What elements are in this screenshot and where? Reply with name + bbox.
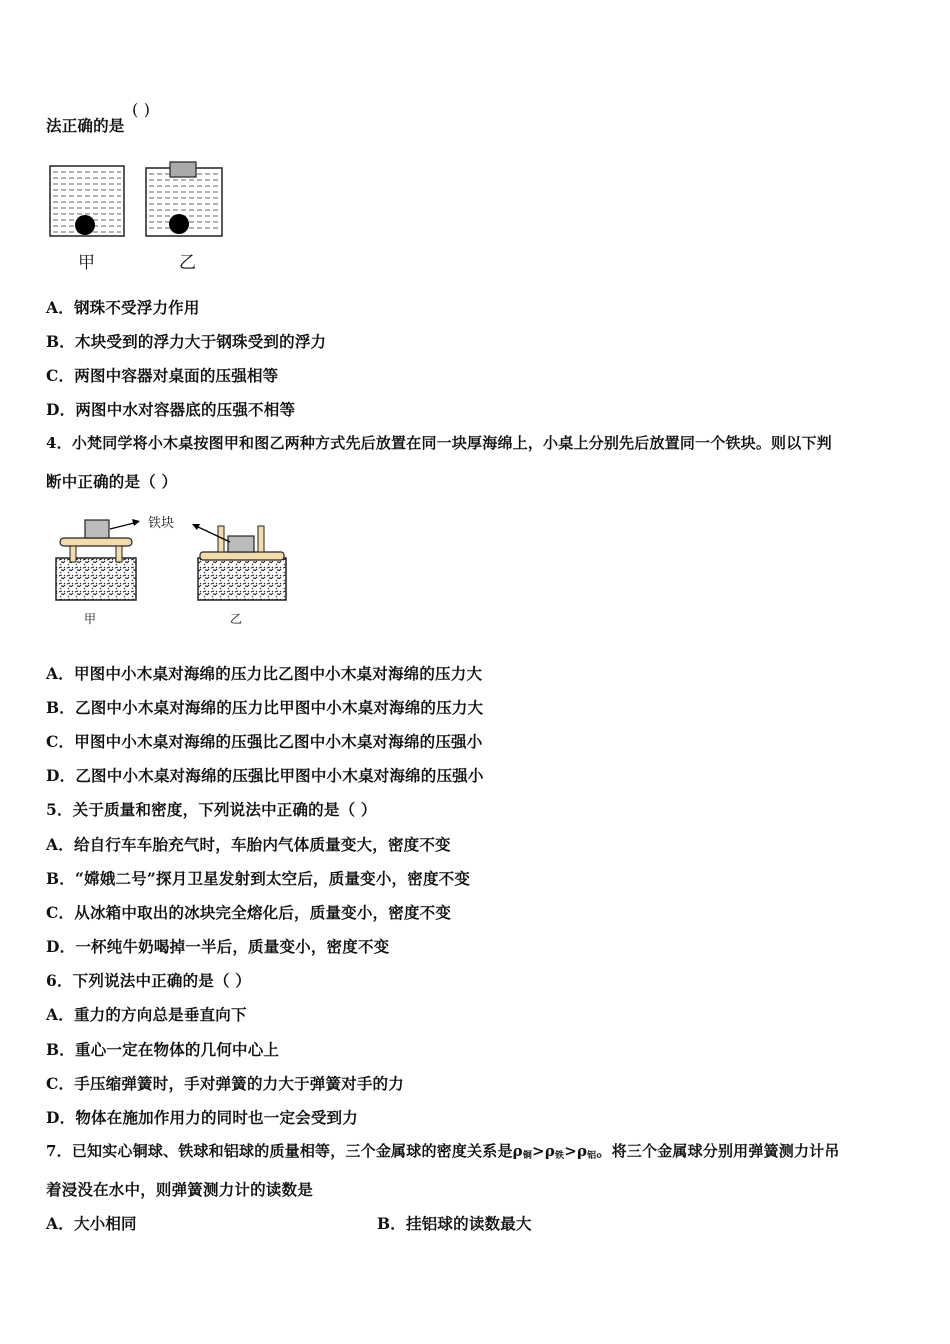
q5-option-d: D．一杯纯牛奶喝掉一半后，质量变小，密度不变 xyxy=(46,937,390,956)
wood-block xyxy=(170,162,196,177)
q4-option-b: B．乙图中小木桌对海绵的压力比甲图中小木桌对海绵的压力大 xyxy=(46,698,484,717)
q4-figure xyxy=(50,510,300,610)
q3-option-a: A．钢珠不受浮力作用 xyxy=(46,298,200,317)
q6-option-a: A．重力的方向总是垂直向下 xyxy=(46,1005,247,1024)
container-yi xyxy=(146,162,222,236)
sponge-yi xyxy=(198,558,286,600)
q4-stem-line1: 4．小梵同学将小木桌按图甲和图乙两种方式先后放置在同一块厚海绵上，小桌上分别先后放置同一个铁块。则以下判 xyxy=(46,434,832,452)
q3-option-d: D．两图中水对容器底的压强不相等 xyxy=(46,400,296,419)
q7-option-b: B．挂铝球的读数最大 xyxy=(377,1214,532,1233)
q4-iron-block-label: 铁块 xyxy=(148,516,175,531)
table-setup-jia xyxy=(56,519,140,600)
table-setup-yi xyxy=(192,524,286,600)
q3-fig-label-jia: 甲 xyxy=(78,253,95,273)
q6-stem: 6．下列说法中正确的是（ ） xyxy=(46,971,251,990)
q5-option-a: A．给自行车车胎充气时，车胎内气体质量变大，密度不变 xyxy=(46,835,451,854)
q4-stem-line2: 断中正确的是（ ） xyxy=(46,472,178,491)
q4-option-a: A．甲图中小木桌对海绵的压力比乙图中小木桌对海绵的压力大 xyxy=(46,664,483,683)
iron-block-jia xyxy=(85,520,109,538)
q4-option-c: C．甲图中小木桌对海绵的压强比乙图中小木桌对海绵的压强小 xyxy=(46,732,483,751)
q3-answer-paren: ( ) xyxy=(132,100,151,119)
q6-option-d: D．物体在施加作用力的同时也一定会受到力 xyxy=(46,1108,358,1127)
density-relation: $\rho_铜>\rho_铁>\rho_铝$ xyxy=(512,1142,597,1161)
sponge-jia xyxy=(56,558,136,600)
q6-option-c: C．手压缩弹簧时，手对弹簧的力大于弹簧对手的力 xyxy=(46,1074,404,1093)
q3-stem-tail: 法正确的是 xyxy=(46,116,125,135)
steel-ball-yi xyxy=(169,214,189,234)
q3-figure xyxy=(46,160,231,242)
q7-stem-line1: 7．已知实心铜球、铁球和铝球的质量相等，三个金属球的密度关系是$\rho_铜>\rho_铁>\rho_铝$。将三个金属球分别用弹簧测力计吊 xyxy=(46,1142,840,1161)
q5-option-c: C．从冰箱中取出的冰块完全熔化后，质量变小，密度不变 xyxy=(46,903,452,922)
q3-option-b: B．木块受到的浮力大于钢珠受到的浮力 xyxy=(46,332,327,351)
q5-stem: 5．关于质量和密度，下列说法中正确的是（ ） xyxy=(46,800,377,819)
q4-option-d: D．乙图中小木桌对海绵的压强比甲图中小木桌对海绵的压强小 xyxy=(46,766,484,785)
q6-option-b: B．重心一定在物体的几何中心上 xyxy=(46,1040,280,1059)
tabletop-jia xyxy=(60,538,132,546)
q3-fig-label-yi: 乙 xyxy=(179,253,196,273)
q5-option-b: B．“嫦娥二号”探月卫星发射到太空后，质量变小，密度不变 xyxy=(46,869,471,888)
steel-ball-jia xyxy=(75,215,95,235)
q4-fig-label-jia: 甲 xyxy=(84,612,97,626)
tabletop-yi xyxy=(200,552,284,560)
q3-option-c: C．两图中容器对桌面的压强相等 xyxy=(46,366,279,385)
q4-fig-label-yi: 乙 xyxy=(230,612,243,626)
q7-option-a: A．大小相同 xyxy=(46,1214,137,1233)
q7-stem-line2: 着浸没在水中，则弹簧测力计的读数是 xyxy=(46,1180,313,1199)
container-jia xyxy=(50,166,124,236)
iron-block-yi xyxy=(228,536,254,552)
